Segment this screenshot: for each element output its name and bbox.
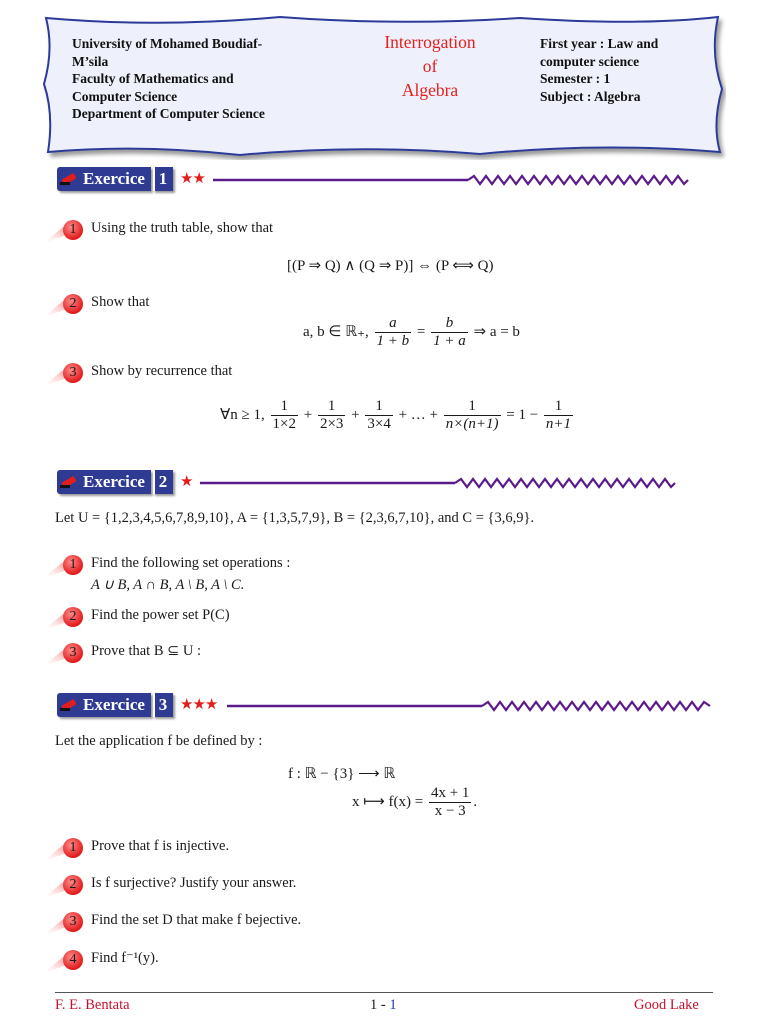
exercise-number: 3: [153, 693, 173, 717]
fraction-denominator: 1 + b: [376, 333, 410, 349]
fraction-numerator: 1: [365, 398, 392, 416]
question-text: Is f surjective? Justify your answer.: [91, 875, 297, 891]
formula-part: a, b ∈ ℝ₊,: [303, 323, 369, 340]
question-text: Find the power set P(C): [91, 607, 230, 623]
title-line: of: [422, 56, 438, 76]
exercise-number: 1: [153, 167, 173, 191]
fraction-numerator: a: [375, 315, 412, 333]
formula-part: +: [303, 406, 313, 423]
formula-part: + … +: [398, 406, 439, 423]
fraction-denominator: 2×3: [319, 416, 344, 432]
function-intro: Let the application f be defined by :: [55, 733, 263, 749]
question-number: 1: [63, 838, 83, 858]
question-text: Find the set D that make f bejective.: [91, 912, 302, 928]
fraction-denominator: x − 3: [434, 803, 466, 819]
course-info: [540, 35, 700, 105]
fraction-denominator: 3×4: [367, 416, 391, 432]
pencil-icon: [60, 474, 80, 490]
footer-divider: [55, 992, 713, 993]
document-title: [360, 30, 500, 102]
footer-author: F. E. Bentata: [55, 997, 130, 1013]
exercise-label: Exercice: [83, 472, 145, 491]
formula-part: ∀n ≥ 1,: [220, 406, 265, 423]
pencil-icon: [60, 171, 80, 187]
exercise-label: Exercice: [83, 169, 145, 188]
footer-note: Good Lake: [634, 997, 699, 1013]
formula-part: ⇒ a = b: [473, 323, 520, 340]
formula-part: = 1 −: [506, 406, 539, 423]
exercise-rule: [200, 469, 680, 497]
pencil-icon: [60, 697, 80, 713]
exercise-tag: [55, 469, 172, 497]
question-number: 1: [63, 555, 83, 575]
question-text: Prove that B ⊆ U :: [91, 643, 202, 659]
title-line: Algebra: [401, 80, 459, 100]
exercise-tag: [55, 166, 172, 194]
question-text: Show that: [91, 294, 150, 310]
fraction-numerator: b: [431, 315, 468, 333]
institution-info: [72, 35, 322, 123]
question-text: Show by recurrence that: [91, 363, 233, 379]
course-line: Subject : Algebra: [540, 88, 641, 104]
set-operations: A ∪ B, A ∩ B, A \ B, A \ C.: [91, 577, 245, 593]
question-text: Find f⁻¹(y).: [91, 950, 159, 966]
current-page: 1: [370, 997, 378, 1013]
title-line: Interrogation: [384, 32, 476, 52]
difficulty-stars: ★★★: [180, 695, 218, 713]
total-pages: 1: [389, 997, 397, 1013]
question-text: Prove that f is injective.: [91, 838, 230, 854]
institution-line: Department of Computer Science: [72, 106, 265, 121]
course-line: First year : Law and: [540, 36, 659, 51]
page-separator: -: [377, 997, 390, 1013]
question-number: 3: [63, 643, 83, 663]
fraction-numerator: 1: [444, 398, 501, 416]
exercise-tag: [55, 692, 172, 720]
course-line: computer science: [540, 53, 640, 69]
function-definition: [352, 785, 477, 820]
exercise-rule: [213, 166, 693, 194]
question-text: Find the following set operations :: [91, 555, 291, 571]
formula-part: +: [351, 406, 360, 423]
institution-line: M’sila: [72, 53, 109, 69]
question-text: Using the truth table, show that: [91, 220, 274, 236]
fraction-denominator: n×(n+1): [445, 416, 499, 432]
formula-part: .: [473, 793, 478, 810]
question-number: 2: [63, 875, 83, 895]
sets-definition: Let U = {1,2,3,4,5,6,7,8,9,10}, A = {1,3,5,7,9}, B = {2,3,6,7,10}, and C = {3,6,9}.: [55, 510, 535, 526]
fraction-numerator: 1: [318, 398, 345, 416]
fraction-denominator: 1×2: [272, 416, 296, 432]
institution-line: Faculty of Mathematics and: [72, 71, 234, 86]
institution-line: University of Mohamed Boudiaf-: [72, 36, 263, 51]
question-number: 2: [63, 294, 83, 314]
question-number: 4: [63, 950, 83, 970]
fraction-denominator: n+1: [545, 416, 572, 432]
fraction-numerator: 1: [271, 398, 298, 416]
question-number: 1: [63, 220, 83, 240]
page-indicator: [370, 997, 397, 1014]
header-box: [40, 14, 726, 160]
function-signature: f : ℝ − {3} ⟶ ℝ: [288, 766, 396, 782]
fraction-numerator: 1: [544, 398, 573, 416]
fraction-denominator: 1 + a: [433, 333, 466, 349]
exercise-rule: [227, 692, 713, 720]
exercise-label: Exercice: [83, 695, 145, 714]
difficulty-stars: ★: [180, 472, 193, 490]
fraction-numerator: 4x + 1: [430, 785, 470, 801]
difficulty-stars: ★★: [180, 169, 205, 187]
formula-part: =: [416, 323, 426, 340]
formula-equivalence: [(P ⇒ Q) ∧ (Q ⇒ P)] ⇔ (P ⟺ Q): [287, 258, 494, 274]
course-line: Semester : 1: [540, 71, 611, 86]
formula-recurrence: [220, 398, 575, 433]
institution-line: Computer Science: [72, 88, 178, 104]
formula-fraction-equality: [303, 315, 520, 350]
question-number: 3: [63, 912, 83, 932]
formula-part: x ⟼ f(x) =: [352, 793, 424, 810]
exercise-number: 2: [153, 470, 173, 494]
question-number: 2: [63, 607, 83, 627]
question-number: 3: [63, 363, 83, 383]
